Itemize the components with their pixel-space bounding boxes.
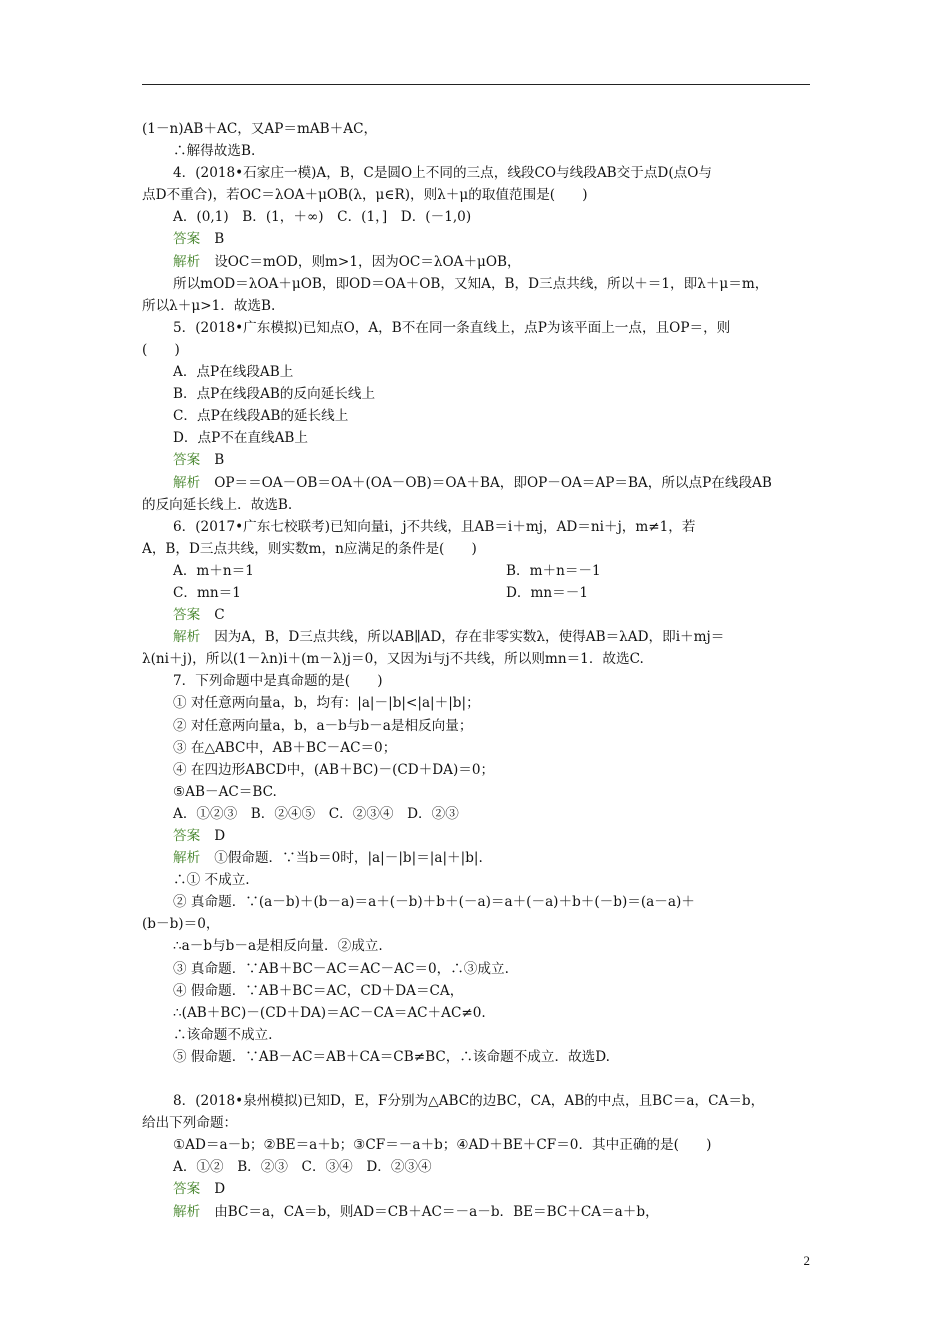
answer-line [142, 604, 810, 626]
document-body [142, 118, 810, 1223]
analysis-label: 解析 [173, 474, 201, 491]
answer-line [142, 825, 810, 847]
answer-line [142, 1178, 810, 1200]
question-6: 6．(2017•广东七校联考)已知向量i，j不共线，且AB＝i＋mj，AD＝ni＋j，m≠1，若 [173, 518, 696, 535]
answer-label: 答案 [173, 828, 201, 844]
text-line: ∴① 不成立. [173, 872, 250, 889]
analysis-label: 解析 [173, 850, 201, 867]
spacer [142, 1068, 810, 1090]
answer-value: B [214, 452, 225, 469]
text-line: (1－n)AB＋AC，又AP＝mAB＋AC， [142, 121, 378, 137]
text-line: ⑤ 假命题．∵AB－AC＝AB＋CA＝CB≠BC，∴该命题不成立．故选D. [173, 1048, 610, 1065]
options-4: A．(0,1) B．(1，＋∞) C．(1，] D．(－1,0) [173, 209, 472, 226]
option-b: B．m＋n＝－1 [506, 562, 601, 579]
analysis-label: 解析 [173, 253, 201, 270]
text-line: 给出下列命题： [142, 1115, 238, 1132]
text-line: ⑤AB－AC＝BC. [173, 783, 277, 800]
options-7: A．①②③ B．②④⑤ C．②③④ D．②③ [173, 805, 459, 822]
analysis-label: 解析 [173, 1203, 201, 1220]
header-rule [142, 84, 810, 85]
text-line: 点D不重合)，若OC＝λOA＋μOB(λ，μ∈R)，则λ＋μ的取值范围是( ) [142, 187, 588, 204]
text-line: ( ) [142, 341, 180, 358]
options-row [142, 582, 810, 604]
option-line: B．点P在线段AB的反向延长线上 [173, 386, 376, 403]
analysis-label: 解析 [173, 629, 201, 646]
analysis-text: 由BC＝a，CA＝b，则AD＝CB＋AC＝－a－b．BE＝BC＋CA＝a＋b， [214, 1203, 659, 1220]
options-row [142, 560, 810, 582]
analysis-line [142, 847, 810, 869]
analysis-line [142, 626, 810, 648]
answer-value: B [214, 231, 225, 248]
text-line: ① 对任意两向量a，b，均有：|a|－|b|<|a|＋|b|； [173, 695, 480, 712]
text-line: (b－b)＝0， [142, 916, 220, 933]
text-line: ①AD＝a－b；②BE＝a＋b；③CF＝－a＋b；④AD＋BE＋CF＝0．其中正确的是( ) [173, 1137, 712, 1154]
answer-label: 答案 [173, 231, 201, 248]
option-line: A．点P在线段AB上 [173, 364, 294, 381]
text-line: λ(ni＋j)，所以(1－λn)i＋(m－λ)j＝0，又因为i与j不共线，所以则mn＝1．故选C. [142, 651, 644, 668]
question-5: 5．(2018•广东模拟)已知点O，A，B不在同一条直线上，点P为该平面上一点，且OP＝，则 [173, 319, 731, 336]
option-line: D．点P不在直线AB上 [173, 430, 309, 447]
text-line: ② 对任意两向量a，b，a－b与b－a是相反向量； [173, 717, 473, 734]
question-7: 7．下列命题中是真命题的是( ) [173, 673, 383, 690]
text-line: 的反向延长线上．故选B. [142, 496, 293, 513]
text-line: ∴a－b与b－a是相反向量．②成立. [173, 938, 383, 955]
analysis-text: OP＝＝OA－OB＝OA＋(OA－OB)＝OA＋BA，即OP－OA＝AP＝BA，所以点P在线段AB [214, 474, 772, 491]
option-a: A．m＋n＝1 [173, 562, 254, 579]
answer-line [142, 228, 810, 250]
answer-value: C [214, 607, 225, 624]
analysis-line [142, 251, 810, 273]
text-line: ② 真命题．∵(a－b)＋(b－a)＝a＋(－b)＋b＋(－a)＝a＋(－a)＋b＋(－b)＝(a－a)＋ [173, 894, 695, 911]
analysis-line [142, 1201, 810, 1223]
text-line: 所以λ＋μ>1．故选B. [142, 297, 276, 314]
question-8: 8．(2018•泉州模拟)已知D，E，F分别为△ABC的边BC，CA，AB的中点，且BC＝a，CA＝b， [173, 1093, 765, 1110]
answer-value: D [214, 828, 226, 844]
analysis-text: 因为A，B，D三点共线，所以AB∥AD，存在非零实数λ，使得AB＝λAD，即i＋mj＝ [214, 629, 725, 646]
text-line: ∴该命题不成立. [173, 1026, 273, 1043]
option-line: C．点P在线段AB的延长线上 [173, 408, 349, 425]
text-line: 所以mOD＝λOA＋μOB，即OD＝OA＋OB，又知A，B，D三点共线，所以＋＝1，即λ＋μ＝m， [173, 275, 769, 292]
text-line: ④ 假命题．∵AB＋BC＝AC，CD＋DA＝CA， [173, 982, 464, 999]
answer-label: 答案 [173, 607, 201, 624]
page-number: 2 [803, 1253, 810, 1268]
answer-label: 答案 [173, 1181, 201, 1198]
text-line: ∴解得故选B. [173, 143, 256, 160]
text-line: ④ 在四边形ABCD中，(AB＋BC)－(CD＋DA)＝0； [173, 761, 495, 778]
text-line: ∴(AB＋BC)－(CD＋DA)＝AC－CA＝AC＋AC≠0. [173, 1004, 486, 1021]
text-line: ③ 真命题．∵AB＋BC－AC＝AC－AC＝0，∴③成立. [173, 960, 509, 977]
analysis-text: ①假命题．∵当b＝0时，|a|－|b|＝|a|＋|b|. [214, 850, 483, 867]
options-8: A．①② B．②③ C．③④ D．②③④ [173, 1159, 432, 1176]
analysis-line [142, 472, 810, 494]
answer-line [142, 449, 810, 471]
question-4: 4．(2018•石家庄一模)A，B，C是圆O上不同的三点，线段CO与线段AB交于点D(点O与 [173, 165, 712, 182]
answer-value: D [214, 1181, 226, 1198]
answer-label: 答案 [173, 452, 201, 469]
analysis-text: 设OC＝mOD，则m>1，因为OC＝λOA＋μOB， [214, 253, 521, 270]
option-d: D．mn＝－1 [506, 584, 588, 601]
text-line: ③ 在△ABC中，AB＋BC－AC＝0； [173, 739, 397, 756]
option-c: C．mn＝1 [173, 584, 241, 601]
text-line: A，B，D三点共线，则实数m，n应满足的条件是( ) [142, 540, 477, 557]
